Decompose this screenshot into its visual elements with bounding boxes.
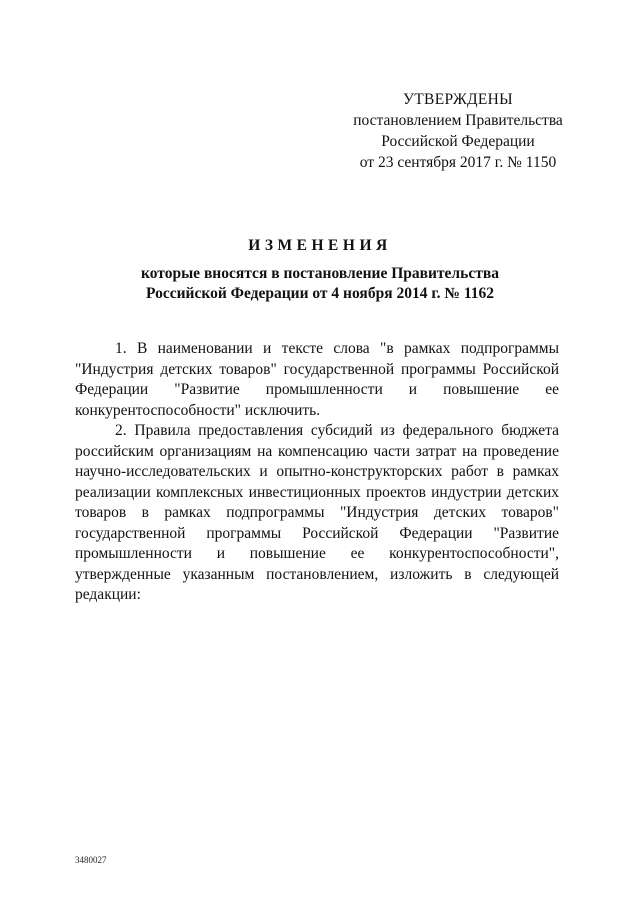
document-body: [75, 339, 559, 606]
subtitle-line-2: Российской Федерации от 4 ноября 2014 г. № 1162: [146, 285, 494, 302]
document-code: 3480027: [75, 855, 107, 865]
approval-line-1: постановлением Правительства: [353, 112, 563, 129]
paragraph-2: 2. Правила предоставления субсидий из федерального бюджета российским организациям на компенсацию части затрат на проведение научно-исследовательских и опытно-конструкторских работ в рамках реализации комплексных инвестиционных проектов индустрии детских товаров в рамках подпрограммы "Индустрия детских товаров" государственной программы Российской Федерации "Развитие промышленности и повышение ее конкурентоспособности", утвержденные указанным постановлением, изложить в следующей редакции:: [75, 422, 559, 603]
subtitle-line-1: которые вносятся в постановление Правительства: [141, 265, 499, 282]
document-title: ИЗМЕНЕНИЯ: [248, 237, 392, 254]
paragraph-1: 1. В наименовании и тексте слова "в рамках подпрограммы "Индустрия детских товаров" государственной программы Российской Федерации "Развитие промышленности и повышение ее конкурентоспособности" исключить.: [75, 340, 559, 419]
approval-title: УТВЕРЖДЕНЫ: [403, 91, 513, 108]
approval-line-2: Российской Федерации: [381, 133, 535, 150]
document-subtitle: [70, 264, 570, 304]
approval-line-3: от 23 сентября 2017 г. № 1150: [359, 154, 557, 171]
approval-stamp: [340, 89, 576, 173]
